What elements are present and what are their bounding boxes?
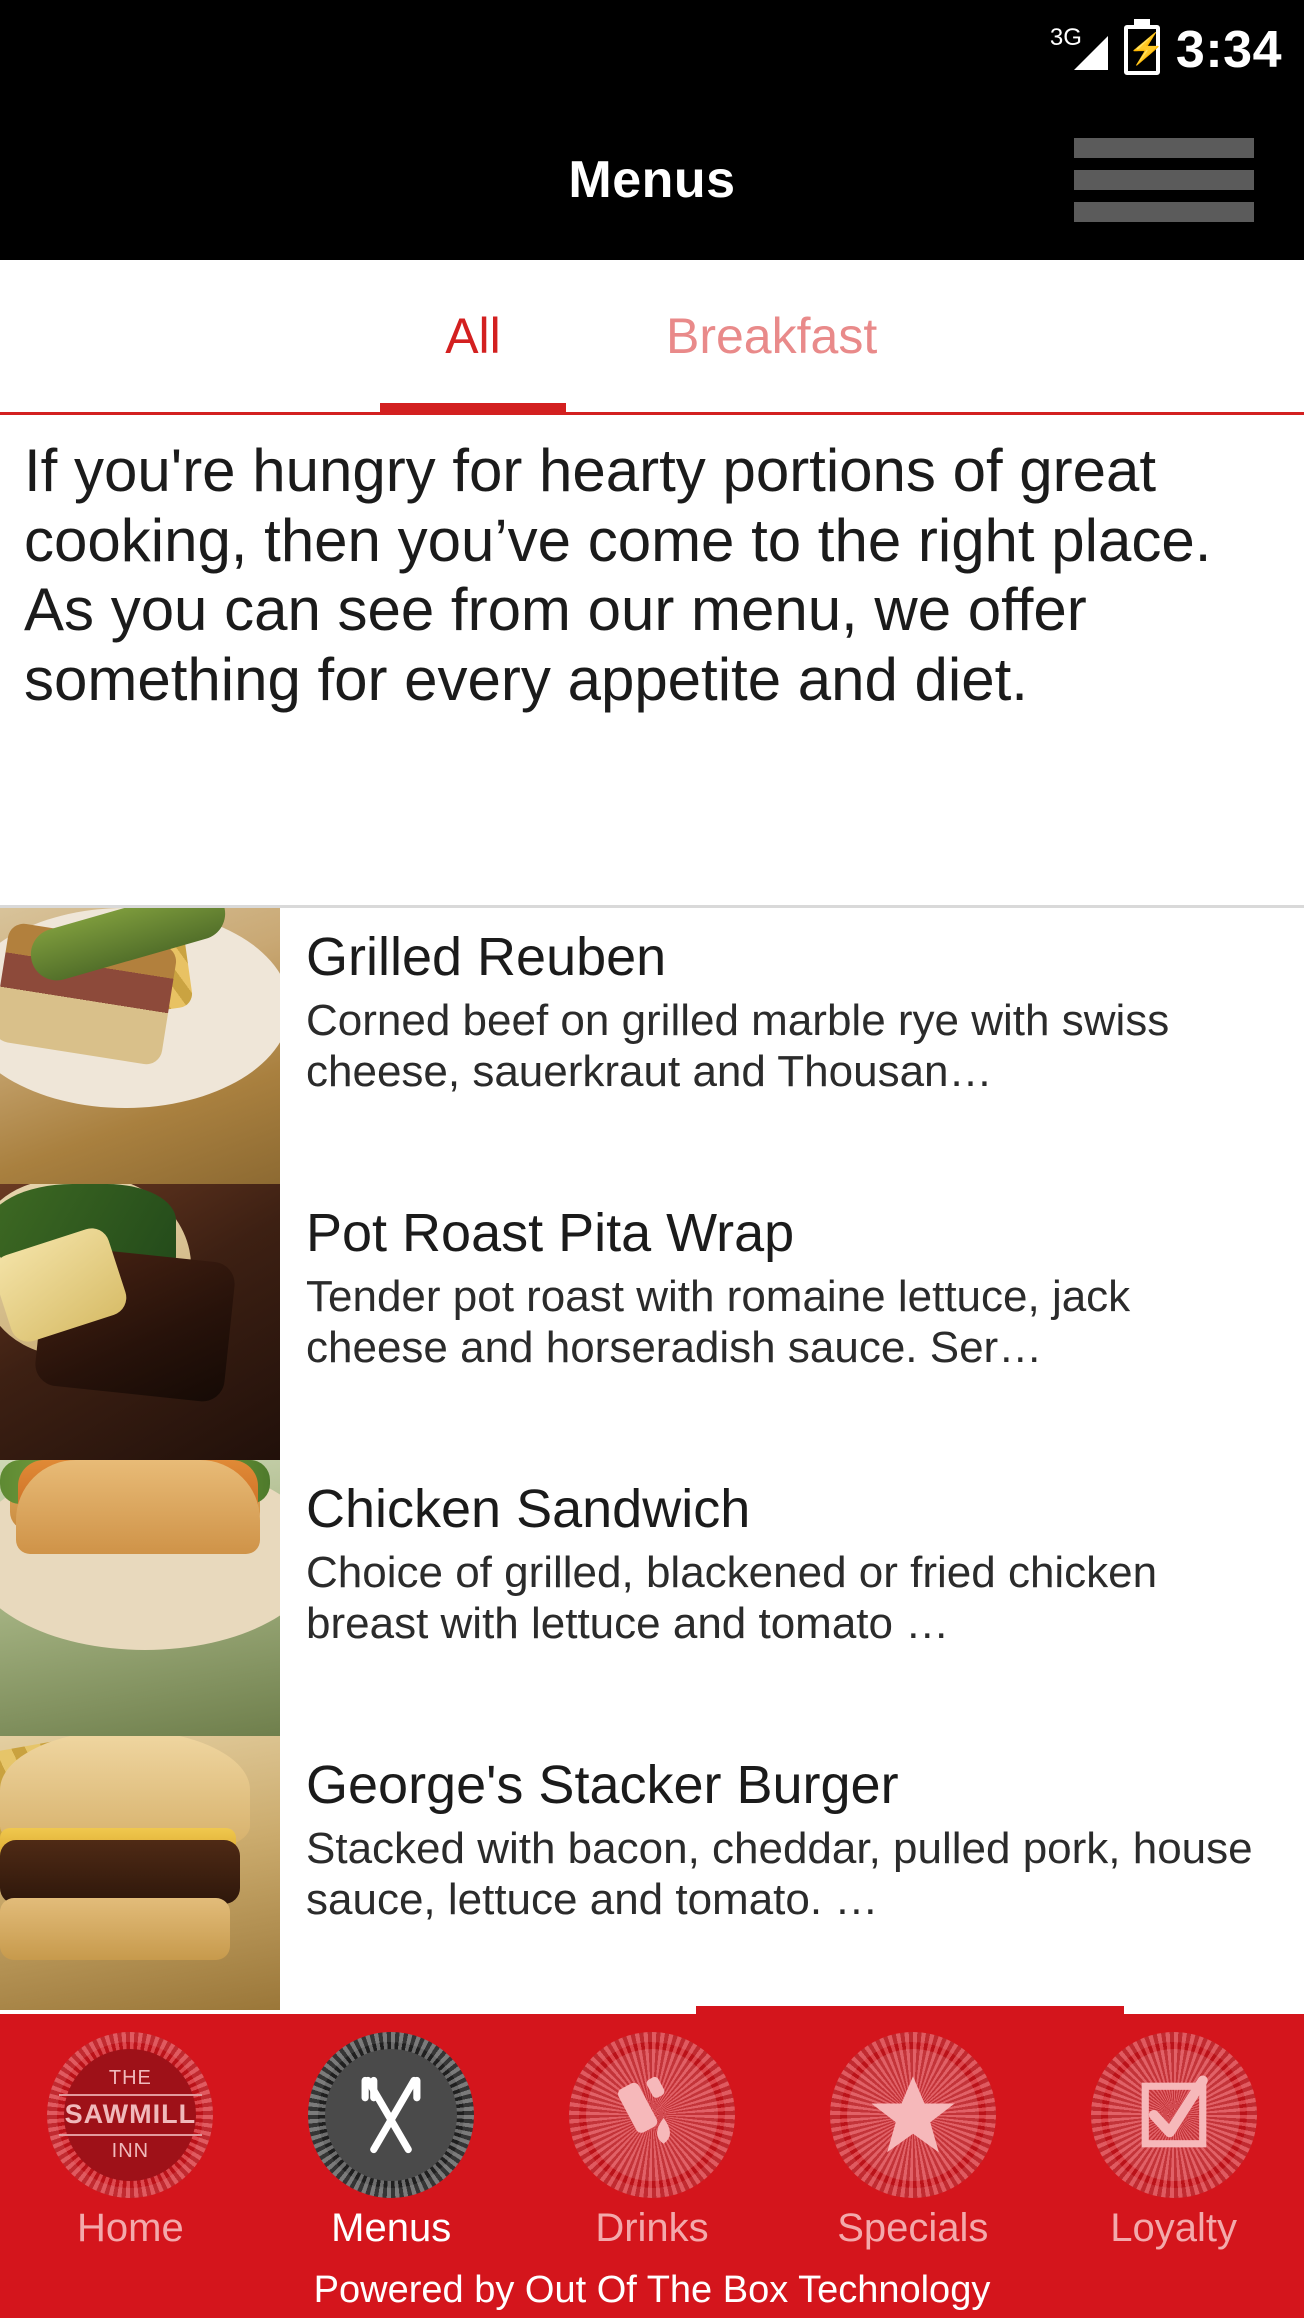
bottle-pour-icon: [569, 2032, 735, 2198]
signal-triangle: [1074, 36, 1108, 70]
list-item-description: Tender pot roast with romaine lettuce, jack cheese and horseradish sauce. Ser…: [306, 1271, 1131, 1372]
intro-text: If you're hungry for hearty portions of great cooking, then you’ve come to the right place. As you can see from our menu, we offer something for every appetite and diet.: [0, 418, 1304, 740]
bottom-nav-items: [0, 2024, 1304, 2264]
menu-line-2: [1074, 170, 1254, 190]
list-item[interactable]: [0, 908, 1304, 1184]
list-item-description: Corned beef on grilled marble rye with swiss cheese, sauerkraut and Thousan…: [306, 995, 1170, 1096]
nav-icon-inner: [847, 2049, 979, 2181]
menu-line-3: [1074, 202, 1254, 222]
tab-all[interactable]: [380, 260, 566, 412]
nav-item-specials-label: Specials: [837, 2206, 989, 2250]
nav-item-loyalty[interactable]: [1043, 2024, 1304, 2264]
pot-roast-pita-wrap-photo: [0, 1184, 280, 1460]
nav-item-loyalty-label: Loyalty: [1110, 2206, 1237, 2250]
list-item[interactable]: [0, 1184, 1304, 1460]
hamburger-menu-icon[interactable]: [1074, 134, 1254, 226]
list-item-text: [280, 1184, 1304, 1460]
battery-bolt: ⚡: [1127, 33, 1166, 66]
grilled-reuben-photo: [0, 908, 280, 1184]
list-item-text: [280, 908, 1304, 1184]
list-item-description: Stacked with bacon, cheddar, pulled pork, house sauce, lettuce and tomato. …: [306, 1823, 1253, 1924]
logo-line-3: INN: [111, 2139, 150, 2162]
tab-breakfast[interactable]: [566, 260, 877, 412]
fork-knife-icon: [308, 2032, 474, 2198]
list-item-description: Choice of grilled, blackened or fried chicken breast with lettuce and tomato …: [306, 1547, 1158, 1648]
nav-item-drinks-label: Drinks: [595, 2206, 709, 2250]
list-item-title: George's Stacker Burger: [306, 1755, 899, 1815]
list-item[interactable]: [0, 1736, 1304, 2010]
list-item-text: [280, 1736, 1304, 2010]
tab-breakfast-label: Breakfast: [666, 308, 878, 364]
logo-line-2: SAWMILL: [59, 2094, 202, 2136]
menu-line-1: [1074, 138, 1254, 158]
star-icon: [830, 2032, 996, 2198]
stacker-burger-photo: [0, 1736, 280, 2010]
title-bar: [0, 100, 1304, 260]
list-item-title: Chicken Sandwich: [306, 1479, 751, 1539]
chicken-sandwich-photo: [0, 1460, 280, 1736]
menu-item-list[interactable]: [0, 908, 1304, 2010]
bottom-navigation: [0, 2014, 1304, 2318]
list-item-title: Grilled Reuben: [306, 927, 667, 987]
nav-icon-inner: [586, 2049, 718, 2181]
nav-item-menus[interactable]: [261, 2024, 522, 2264]
menu-tabs: [0, 260, 1304, 415]
status-bar-right: [1049, 21, 1282, 79]
list-bottom-edge: [696, 2006, 1124, 2014]
tab-spacer: [0, 260, 380, 412]
signal-bars-icon: [1050, 24, 1108, 76]
nav-item-drinks[interactable]: [522, 2024, 783, 2264]
tab-all-label: All: [445, 308, 501, 364]
nav-item-specials[interactable]: [782, 2024, 1043, 2264]
status-clock: 3:34: [1175, 21, 1282, 79]
list-item[interactable]: [0, 1460, 1304, 1736]
sawmill-inn-logo-icon: [47, 2032, 213, 2198]
page-title: Menus: [568, 151, 736, 209]
network-type-label: 3G: [1049, 24, 1082, 51]
list-item-text: [280, 1460, 1304, 1736]
logo-line-1: THE: [108, 2067, 152, 2090]
nav-icon-inner: [325, 2049, 457, 2181]
nav-item-home[interactable]: [0, 2024, 261, 2264]
list-item-title: Pot Roast Pita Wrap: [306, 1203, 795, 1263]
powered-by-footer: Powered by Out Of The Box Technology: [313, 2269, 991, 2312]
check-card-icon: [1091, 2032, 1257, 2198]
nav-item-menus-label: Menus: [331, 2206, 452, 2250]
battery-charging-icon: [1124, 25, 1166, 75]
status-bar: [0, 0, 1304, 100]
logo-inner: [64, 2049, 196, 2181]
nav-icon-inner: [1108, 2049, 1240, 2181]
nav-item-home-label: Home: [77, 2206, 184, 2250]
